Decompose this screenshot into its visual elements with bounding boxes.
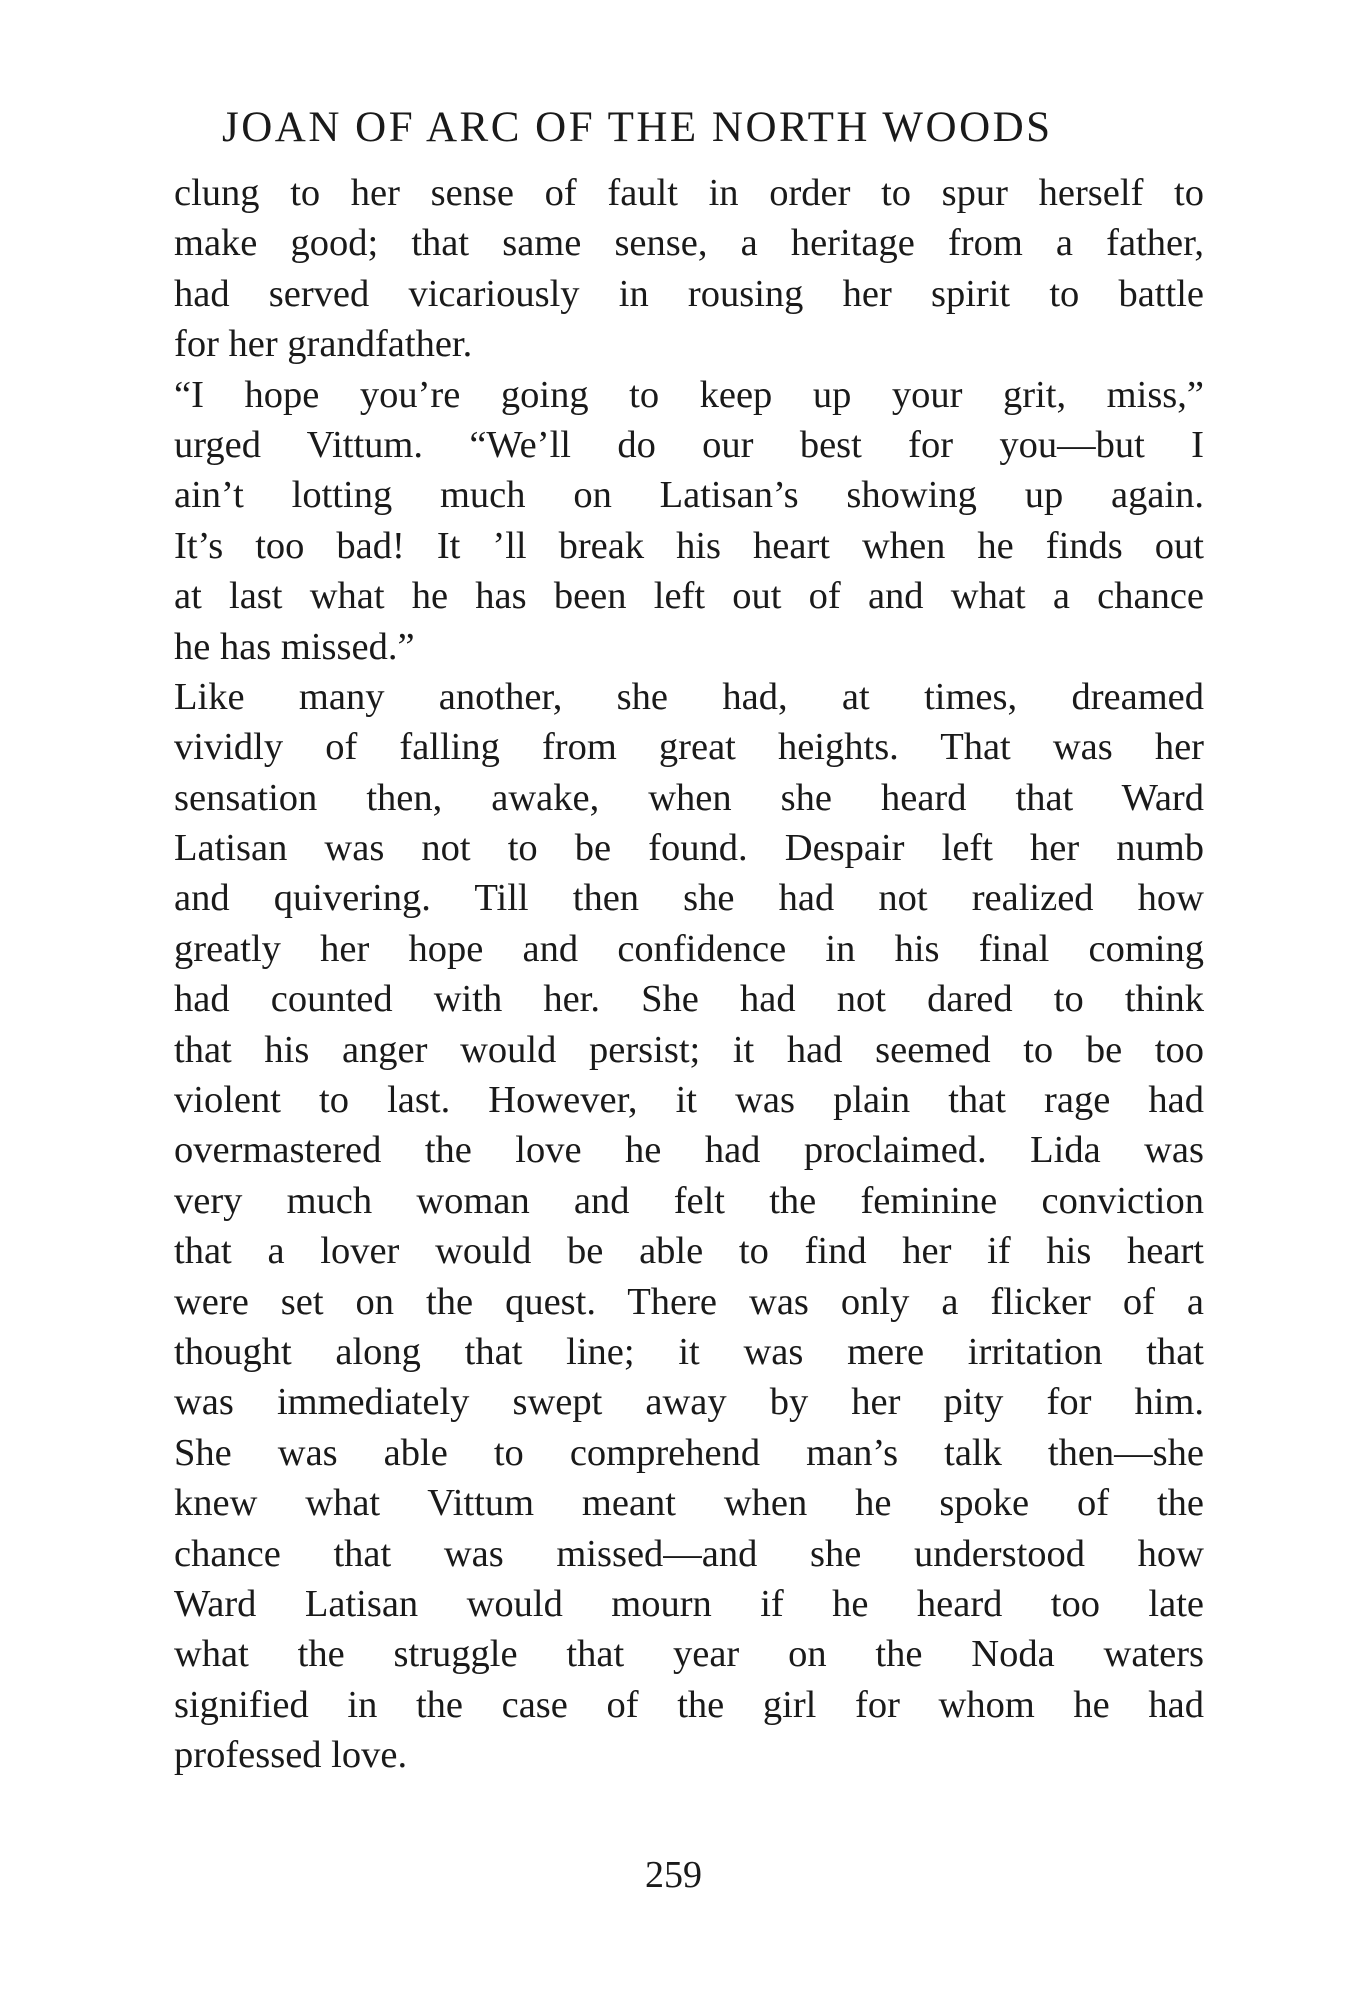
text-line: greatly her hope and confidence in his final coming <box>174 927 1204 970</box>
text-line: had served vicariously in rousing her spirit to battle <box>174 272 1204 315</box>
text-line: chance that was missed—and she understood how <box>174 1532 1204 1575</box>
text-line: professed love. <box>174 1734 408 1777</box>
text-line: ain’t lotting much on Latisan’s showing up again. <box>174 474 1204 517</box>
text-line: clung to her sense of fault in order to spur herself to <box>174 172 1204 214</box>
text-line: signified in the case of the girl for whom he had <box>174 1683 1204 1726</box>
text-line: very much woman and felt the feminine conviction <box>174 1179 1204 1222</box>
text-line: knew what Vittum meant when he spoke of the <box>174 1482 1204 1525</box>
text-line: Like many another, she had, at times, dreamed <box>174 675 1204 718</box>
text-line: what the struggle that year on the Noda waters <box>174 1633 1204 1676</box>
text-line: that a lover would be able to find her if his heart <box>174 1230 1204 1273</box>
page-number: 259 <box>645 1854 702 1896</box>
text-line: It’s too bad! It ’ll break his heart when he finds out <box>174 524 1204 567</box>
text-line: sensation then, awake, when she heard that Ward <box>174 776 1204 819</box>
text-line: at last what he has been left out of and what a chance <box>174 575 1204 618</box>
body-text <box>174 168 1204 1781</box>
text-line: had counted with her. She had not dared to think <box>174 978 1204 1021</box>
text-line: “I hope you’re going to keep up your grit, miss,” <box>174 373 1204 416</box>
text-line: and quivering. Till then she had not realized how <box>174 877 1204 920</box>
text-line: make good; that same sense, a heritage from a father, <box>174 222 1204 265</box>
text-line: was immediately swept away by her pity for him. <box>174 1381 1204 1424</box>
text-line: vividly of falling from great heights. That was her <box>174 726 1204 769</box>
text-line: were set on the quest. There was only a flicker of a <box>174 1280 1204 1323</box>
text-line: he has missed.” <box>174 625 415 668</box>
text-line: She was able to comprehend man’s talk then—she <box>174 1431 1204 1474</box>
text-line: violent to last. However, it was plain that rage had <box>174 1079 1204 1122</box>
text-line: urged Vittum. “We’ll do our best for you—but I <box>174 423 1204 466</box>
text-line: Ward Latisan would mourn if he heard too late <box>174 1582 1204 1625</box>
running-head: JOAN OF ARC OF THE NORTH WOODS <box>222 104 1053 151</box>
text-line: for her grandfather. <box>174 323 473 366</box>
text-line: that his anger would persist; it had seemed to be too <box>174 1028 1204 1071</box>
text-line: thought along that line; it was mere irritation that <box>174 1330 1204 1373</box>
text-line: Latisan was not to be found. Despair left her numb <box>174 827 1204 870</box>
text-line: overmastered the love he had proclaimed. Lida was <box>174 1129 1204 1172</box>
